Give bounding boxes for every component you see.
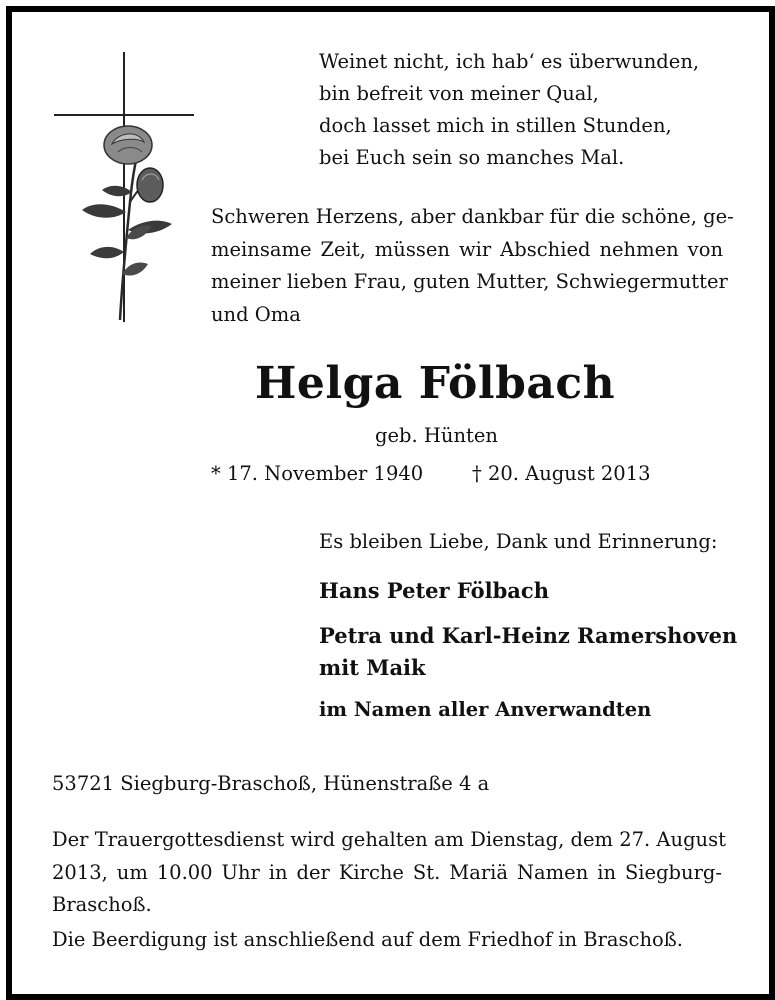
mourner-name-line: Petra und Karl-Heinz Ramershoven	[319, 623, 738, 648]
family-address: 53721 Siegburg-Braschoß, Hünenstraße 4 a	[52, 772, 490, 795]
poem-line: bin befreit von meiner Qual,	[319, 82, 599, 105]
intro-line: Schweren Herzens, aber dankbar für die schöne, ge-	[211, 205, 734, 228]
death-date: † 20. August 2013	[472, 462, 651, 485]
poem	[319, 46, 699, 174]
mourners-intro: Es bleiben Liebe, Dank und Erinnerung:	[319, 530, 718, 553]
mourner-name: Hans Peter Fölbach	[319, 578, 549, 603]
rose-icon	[82, 126, 172, 320]
poem-line: bei Euch sein so manches Mal.	[319, 146, 625, 169]
intro-line: meinsame Zeit, müssen wir Abschied nehmen von	[211, 237, 723, 261]
deceased-name: Helga Fölbach	[254, 358, 616, 409]
intro-line: und Oma	[211, 302, 301, 326]
service-line: 2013, um 10.00 Uhr in der Kirche St. Mariä Namen in Siegburg-	[52, 860, 722, 884]
farewell-intro	[211, 201, 734, 331]
maiden-name: geb. Hünten	[375, 424, 498, 447]
service-line: Braschoß.	[52, 893, 152, 916]
cross-icon	[54, 52, 194, 322]
poem-line: Weinet nicht, ich hab‘ es überwunden,	[319, 50, 700, 73]
intro-line: meiner lieben Frau, guten Mutter, Schwiegermutter	[211, 270, 728, 293]
cross-with-rose-illustration	[52, 52, 197, 327]
burial-info: Die Beerdigung ist anschließend auf dem Friedhof in Braschoß.	[52, 928, 683, 951]
birth-date: * 17. November 1940	[211, 462, 424, 485]
funeral-service-info	[52, 824, 726, 922]
service-line: Der Trauergottesdienst wird gehalten am Dienstag, dem 27. August	[52, 828, 726, 851]
mourners-closing: im Namen aller Anverwandten	[319, 698, 652, 721]
mourner-name-line: mit Maik	[319, 655, 426, 680]
poem-line: doch lasset mich in stillen Stunden,	[319, 114, 672, 137]
mourner-name	[319, 620, 737, 684]
